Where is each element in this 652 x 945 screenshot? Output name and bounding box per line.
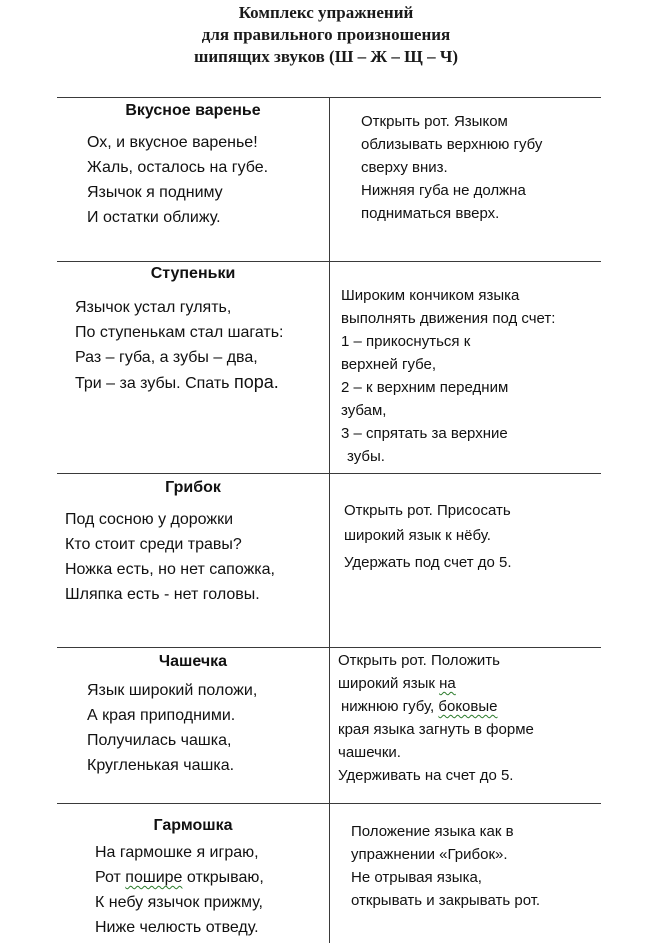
- instruction-line: 3 – спрятать за верхние: [341, 425, 508, 442]
- exercise-instructions: [361, 110, 542, 225]
- exercise-title: Гармошка: [153, 817, 233, 834]
- exercise-poem: [87, 130, 268, 230]
- instruction-line: края языка загнуть в форме: [338, 721, 534, 738]
- poem-line: Рот пошире открываю,: [95, 869, 264, 886]
- title-line-3: шипящих звуков (Ш – Ж – Щ – Ч): [194, 47, 458, 66]
- poem-line: Три – за зубы. Спать пора.: [75, 372, 279, 392]
- poem-line: Под сосною у дорожки: [65, 511, 234, 528]
- instruction-line: Удерживать на счет до 5.: [338, 767, 514, 784]
- poem-line: Язык широкий положи,: [87, 682, 258, 699]
- instruction-line: Нижняя губа не должна: [361, 182, 526, 199]
- poem-line: На гармошке я играю,: [95, 844, 259, 861]
- instruction-line: упражнении «Грибок».: [351, 846, 508, 863]
- poem-line: Раз – губа, а зубы – два,: [75, 349, 258, 366]
- poem-line: Ох, и вкусное варенье!: [87, 134, 258, 151]
- poem-line: Кто стоит среди травы?: [65, 536, 242, 553]
- poem-line: Язычок устал гулять,: [75, 299, 232, 316]
- instruction-line: Открыть рот. Положить: [338, 652, 500, 669]
- instruction-line: нижнюю губу, боковые: [341, 698, 498, 715]
- instruction-line: сверху вниз.: [361, 159, 448, 176]
- poem-line: По ступенькам стал шагать:: [75, 324, 284, 341]
- exercise-poem: [87, 678, 257, 778]
- exercise-instructions: [341, 284, 555, 468]
- poem-line: Язычок я подниму: [87, 184, 223, 201]
- instruction-line: Удержать под счет до 5.: [344, 554, 512, 571]
- document-title: [0, 2, 652, 68]
- instruction-line: широкий язык на: [338, 675, 456, 692]
- poem-line: Шляпка есть - нет головы.: [65, 586, 260, 603]
- instruction-line: облизывать верхнюю губу: [361, 136, 543, 153]
- instruction-line: Широким кончиком языка: [341, 287, 520, 304]
- exercise-title: Чашечка: [158, 653, 228, 670]
- exercise-poem: [95, 840, 264, 940]
- exercise-poem: [75, 295, 283, 396]
- exercise-title: Вкусное варенье: [125, 102, 261, 119]
- title-line-2: для правильного произношения: [201, 25, 451, 44]
- poem-line: Кругленькая чашка.: [87, 757, 235, 774]
- poem-line: Жаль, осталось на губе.: [87, 159, 269, 176]
- instruction-line: Не отрывая языка,: [351, 869, 482, 886]
- exercise-title: Грибок: [165, 479, 221, 496]
- instruction-line: 2 – к верхним передним: [341, 379, 509, 396]
- poem-line: И остатки оближу.: [87, 209, 221, 226]
- poem-line: Получилась чашка,: [87, 732, 232, 749]
- instruction-line: зубы.: [347, 448, 385, 465]
- instruction-line: 1 – прикоснуться к: [341, 333, 471, 350]
- instruction-line: чашечки.: [338, 744, 401, 761]
- instruction-line: подниматься вверх.: [361, 205, 500, 222]
- instruction-line: открывать и закрывать рот.: [351, 892, 541, 909]
- instruction-line: зубам,: [341, 402, 387, 419]
- exercise-instructions: [338, 649, 534, 787]
- poem-line: Ножка есть, но нет сапожка,: [65, 561, 275, 578]
- column-divider: [329, 97, 330, 943]
- poem-line: Ниже челюсть отведу.: [95, 919, 259, 936]
- exercise-instructions: [351, 820, 540, 912]
- exercise-title: Ступеньки: [150, 265, 236, 282]
- instruction-line: широкий язык к нёбу.: [344, 527, 491, 544]
- exercise-poem: [65, 507, 275, 607]
- instruction-line: верхней губе,: [341, 356, 437, 373]
- poem-line: К небу язычок прижму,: [95, 894, 263, 911]
- instruction-line: выполнять движения под счет:: [341, 310, 556, 327]
- title-line-1: Комплекс упражнений: [238, 3, 414, 22]
- poem-line: А края приподними.: [87, 707, 236, 724]
- exercise-instructions: [344, 499, 512, 576]
- instruction-line: Открыть рот. Языком: [361, 113, 508, 130]
- instruction-line: Положение языка как в: [351, 823, 514, 840]
- instruction-line: Открыть рот. Присосать: [344, 502, 511, 519]
